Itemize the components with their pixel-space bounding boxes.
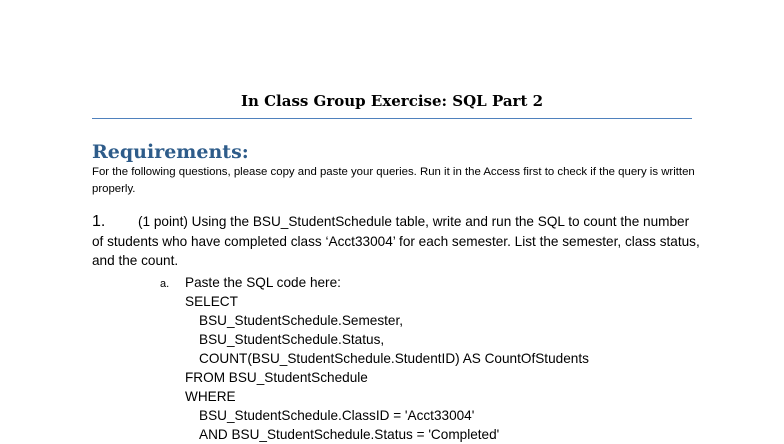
requirements-heading: Requirements: [92, 141, 249, 163]
sql-line: WHERE [185, 389, 236, 404]
sql-code-block [185, 292, 589, 444]
question-1-number: 1. [92, 213, 106, 230]
sql-line: BSU_StudentSchedule.ClassID = 'Acct33004' [199, 408, 475, 423]
sql-line: AND BSU_StudentSchedule.Status = 'Completed' [199, 427, 500, 442]
document-title: In Class Group Exercise: SQL Part 2 [240, 92, 544, 110]
title-underline-divider [92, 118, 692, 119]
sql-line: COUNT(BSU_StudentSchedule.StudentID) AS CountOfStudents [199, 351, 589, 366]
sql-line: SELECT [185, 294, 238, 309]
subitem-a-label: Paste the SQL code here: [185, 275, 341, 290]
question-1 [92, 212, 702, 271]
sql-line: FROM BSU_StudentSchedule [185, 370, 368, 385]
subitem-a-marker: a. [160, 278, 170, 290]
intro-paragraph: For the following questions, please copy and paste your queries. Run it in the Access first to check if the query is written properly. [92, 166, 695, 195]
question-1-subitem-a [160, 273, 341, 294]
sql-line: BSU_StudentSchedule.Status, [199, 332, 385, 347]
sql-line: BSU_StudentSchedule.Semester, [199, 313, 404, 328]
question-1-text: (1 point) Using the BSU_StudentSchedule table, write and run the SQL to count the number of students who have completed class ‘Acct33004’ for each semester. List the semester, class status, and the count. [92, 214, 700, 268]
